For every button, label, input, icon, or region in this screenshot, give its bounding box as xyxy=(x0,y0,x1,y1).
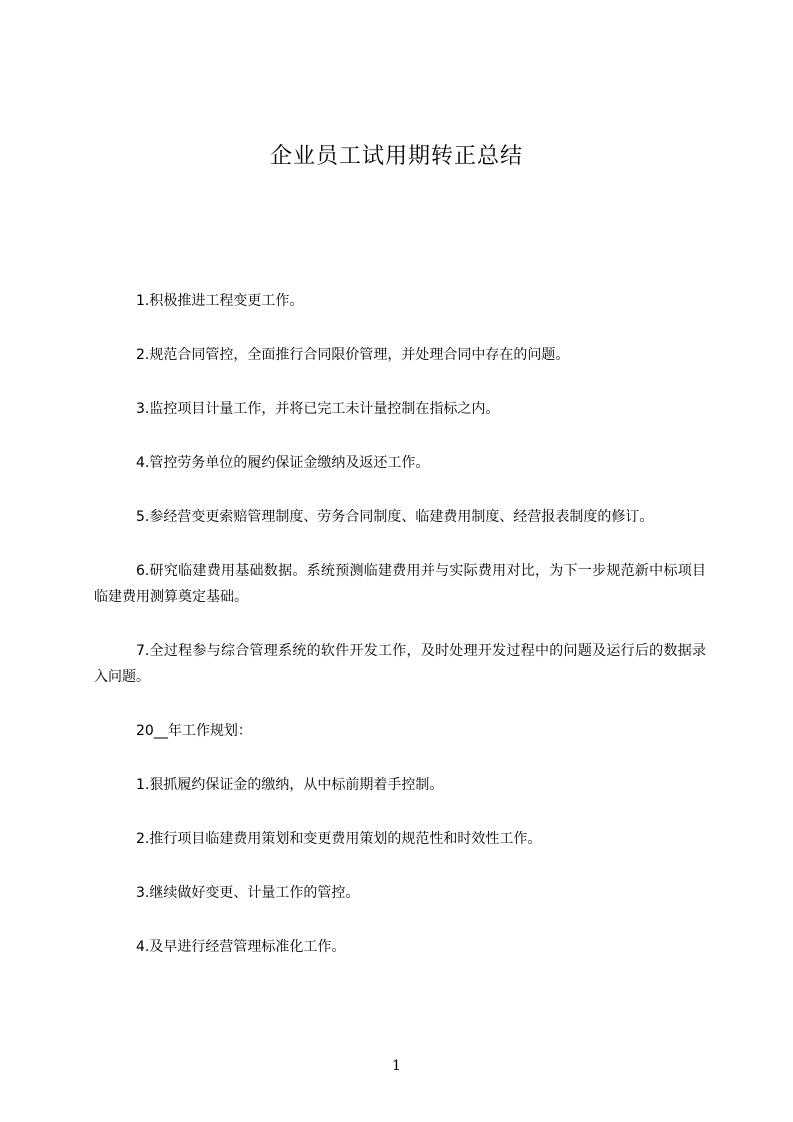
paragraph: 7.全过程参与综合管理系统的软件开发工作，及时处理开发过程中的问题及运行后的数据录入问题。 xyxy=(94,643,706,685)
document-title: 企业员工试用期转正总结 xyxy=(269,144,523,169)
paragraph: 5.参经营变更索赔管理制度、劳务合同制度、临建费用制度、经营报表制度的修订。 xyxy=(136,509,654,525)
paragraph: 1.狠抓履约保证金的缴纳，从中标前期着手控制。 xyxy=(136,777,444,793)
page-number: 1 xyxy=(392,1058,401,1074)
paragraph: 4.及早进行经营管理标准化工作。 xyxy=(136,939,346,955)
document-body xyxy=(94,288,706,960)
paragraph: 4.管控劳务单位的履约保证金缴纳及返还工作。 xyxy=(136,455,430,471)
paragraph: 2.规范合同管控，全面推行合同限价管理，并处理合同中存在的问题。 xyxy=(136,347,570,363)
paragraph: 3.继续做好变更、计量工作的管控。 xyxy=(136,885,360,901)
paragraph: 3.监控项目计量工作，并将已完工未计量控制在指标之内。 xyxy=(136,401,500,417)
paragraph: 6.研究临建费用基础数据。系统预测临建费用并与实际费用对比，为下一步规范新中标项目临建费用测算奠定基础。 xyxy=(94,563,706,605)
paragraph: 2.推行项目临建费用策划和变更费用策划的规范性和时效性工作。 xyxy=(136,831,542,847)
paragraph: 1.积极推进工程变更工作。 xyxy=(136,293,304,309)
section-heading: 20__年工作规划： xyxy=(136,723,252,739)
